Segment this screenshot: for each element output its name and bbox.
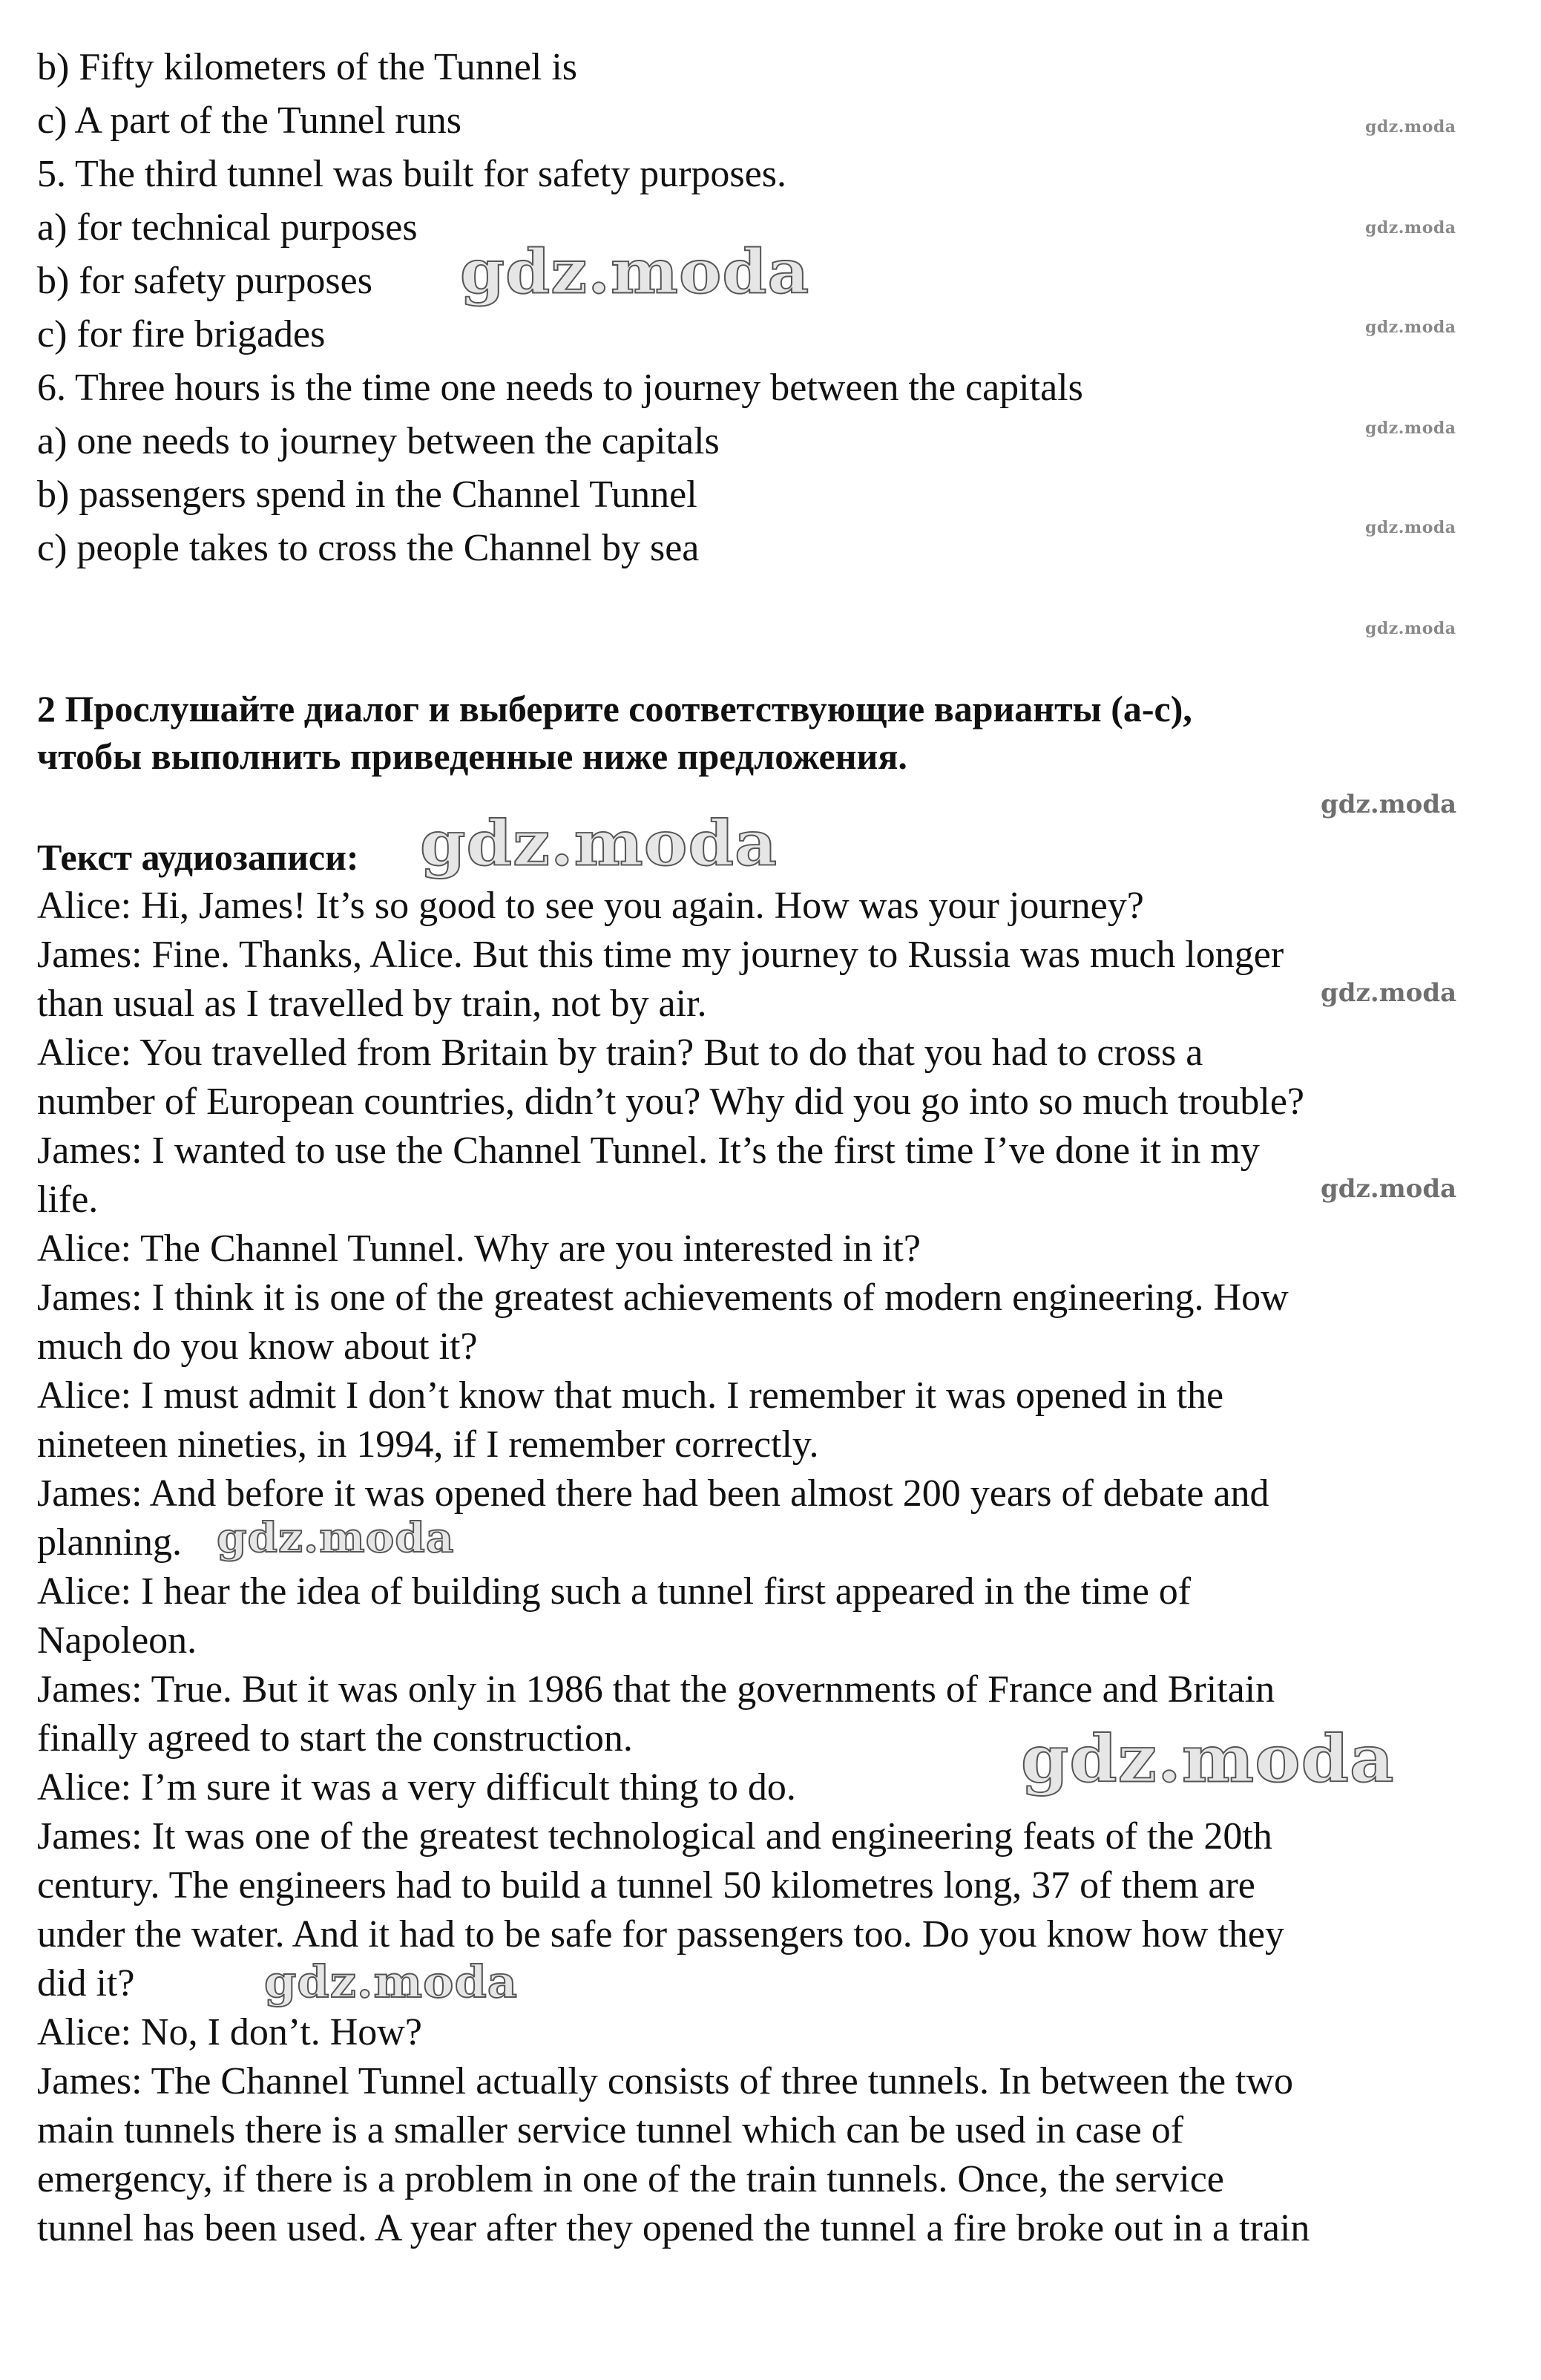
watermark: gdz.moda: [264, 1956, 518, 2008]
dialogue-line: number of European countries, didn’t you? Why did you go into so much trouble?: [37, 1081, 1304, 1123]
dialogue-line: emergency, if there is a problem in one of the train tunnels. Once, the service: [37, 2158, 1224, 2200]
dialogue-line: life.: [37, 1178, 99, 1221]
dialogue-line: James: Fine. Thanks, Alice. But this time my journey to Russia was much longer: [37, 934, 1284, 976]
watermark: gdz.moda: [1321, 790, 1457, 819]
dialogue-line: James: It was one of the greatest technological and engineering feats of the 20th: [37, 1815, 1272, 1858]
watermark: gdz.moda: [1321, 978, 1457, 1008]
dialogue-line: under the water. And it had to be safe for passengers too. Do you know how they: [37, 1913, 1284, 1956]
dialogue-line: main tunnels there is a smaller service tunnel which can be used in case of: [37, 2109, 1184, 2151]
dialogue-line: Alice: No, I don’t. How?: [37, 2011, 422, 2053]
dialogue-line: nineteen nineties, in 1994, if I remember correctly.: [37, 1423, 819, 1466]
dialogue-line: James: The Channel Tunnel actually consists of three tunnels. In between the two: [37, 2060, 1294, 2102]
dialogue-line: than usual as I travelled by train, not by air.: [37, 983, 707, 1025]
option-line: b) for safety purposes: [37, 260, 372, 302]
watermark: gdz.moda: [1365, 218, 1456, 237]
option-line: c) for fire brigades: [37, 313, 326, 355]
dialogue-line: Alice: I must admit I don’t know that much. I remember it was opened in the: [37, 1374, 1224, 1417]
dialogue-line: much do you know about it?: [37, 1325, 478, 1368]
transcript-label: Текст аудиозаписи:: [37, 836, 359, 878]
watermark: gdz.moda: [1365, 518, 1456, 537]
dialogue-line: Napoleon.: [37, 1619, 197, 1662]
dialogue-line: James: I think it is one of the greatest achievements of modern engineering. How: [37, 1276, 1289, 1319]
dialogue-line: Alice: The Channel Tunnel. Why are you interested in it?: [37, 1227, 921, 1270]
watermark: gdz.moda: [420, 806, 778, 880]
watermark: gdz.moda: [1321, 1174, 1457, 1204]
dialogue-line: James: And before it was opened there had been almost 200 years of debate and: [37, 1472, 1269, 1515]
dialogue-line: planning.: [37, 1521, 182, 1564]
dialogue-line: Alice: Hi, James! It’s so good to see you again. How was your journey?: [37, 885, 1144, 927]
option-line: a) one needs to journey between the capitals: [37, 420, 720, 462]
watermark: gdz.moda: [1365, 117, 1456, 137]
watermark: gdz.moda: [217, 1513, 455, 1562]
question-line: 6. Three hours is the time one needs to journey between the capitals: [37, 367, 1083, 409]
watermark: gdz.moda: [1365, 419, 1456, 438]
dialogue-line: century. The engineers had to build a tunnel 50 kilometres long, 37 of them are: [37, 1864, 1255, 1907]
option-line: a) for technical purposes: [37, 206, 418, 249]
watermark: gdz.moda: [1021, 1720, 1395, 1797]
watermark: gdz.moda: [1365, 619, 1456, 638]
watermark: gdz.moda: [460, 236, 810, 308]
dialogue-line: Alice: I’m sure it was a very difficult thing to do.: [37, 1766, 796, 1809]
dialogue-line: James: True. But it was only in 1986 that the governments of France and Britain: [37, 1668, 1275, 1711]
option-line: b) Fifty kilometers of the Tunnel is: [37, 46, 577, 88]
dialogue-line: Alice: I hear the idea of building such a tunnel first appeared in the time of: [37, 1570, 1192, 1613]
task-heading: чтобы выполнить приведенные ниже предложения.: [37, 735, 907, 777]
dialogue-line: tunnel has been used. A year after they opened the tunnel a fire broke out in a train: [37, 2207, 1310, 2249]
dialogue-line: finally agreed to start the construction.: [37, 1717, 633, 1760]
option-line: c) A part of the Tunnel runs: [37, 99, 461, 142]
option-line: c) people takes to cross the Channel by sea: [37, 527, 700, 569]
dialogue-line: did it?: [37, 1962, 135, 2004]
dialogue-line: Alice: You travelled from Britain by train? But to do that you had to cross a: [37, 1032, 1203, 1074]
watermark: gdz.moda: [1365, 318, 1456, 337]
task-heading: 2 Прослушайте диалог и выберите соответствующие варианты (a-c),: [37, 688, 1192, 730]
dialogue-line: James: I wanted to use the Channel Tunnel. It’s the first time I’ve done it in my: [37, 1130, 1260, 1172]
option-line: b) passengers spend in the Channel Tunnel: [37, 473, 697, 516]
question-line: 5. The third tunnel was built for safety purposes.: [37, 153, 786, 195]
